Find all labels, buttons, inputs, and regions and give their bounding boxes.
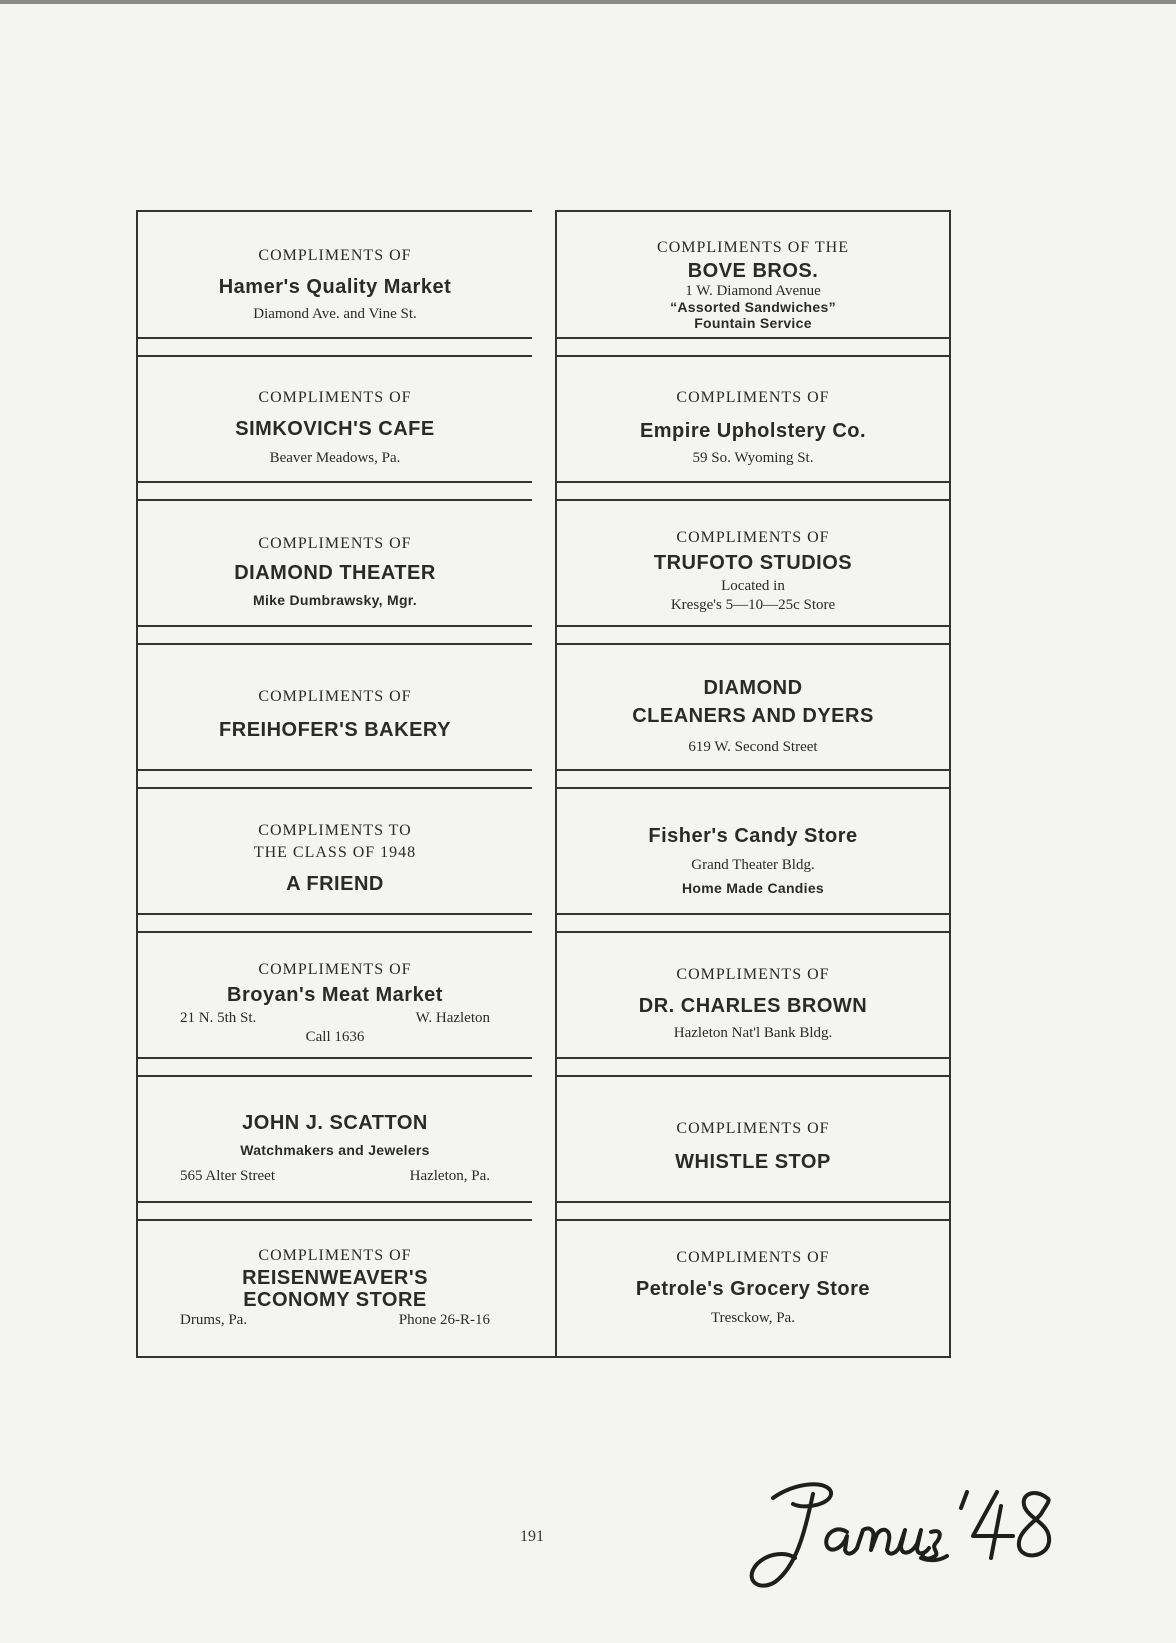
separator — [557, 769, 949, 789]
ad-petroles-grocery-store — [557, 1219, 949, 1356]
ad-address-right: Hazleton, Pa. — [409, 1167, 490, 1184]
ad-grid — [136, 210, 951, 1358]
page-number: 191 — [520, 1528, 544, 1545]
signature-script-icon — [735, 1470, 1065, 1600]
ad-business-name: TRUFOTO STUDIOS — [653, 552, 853, 574]
ad-business-name: SIMKOVICH'S CAFE — [235, 417, 435, 440]
ad-caption: COMPLIMENTS OF — [258, 388, 412, 406]
right-column — [555, 210, 949, 1356]
ad-diamond-theater — [138, 499, 532, 643]
ad-business-name-2: ECONOMY STORE — [243, 1289, 427, 1311]
ad-address: 59 So. Wyoming St. — [692, 449, 814, 466]
ad-business-name: Empire Upholstery Co. — [639, 419, 867, 442]
ad-dr-charles-brown — [557, 931, 949, 1075]
ad-business-name: DIAMOND THEATER — [234, 562, 436, 584]
ad-hamers-quality-market — [138, 210, 532, 356]
ad-location: Located in — [721, 578, 785, 594]
separator — [557, 913, 949, 933]
separator — [557, 625, 949, 645]
ad-business-name: WHISTLE STOP — [675, 1151, 831, 1173]
ad-address: Beaver Meadows, Pa. — [269, 449, 401, 466]
ad-business-name: JOHN J. SCATTON — [242, 1111, 428, 1134]
ad-address-left: 21 N. 5th St. — [180, 1010, 257, 1026]
ad-caption: COMPLIMENTS OF — [676, 1120, 830, 1137]
ad-caption: COMPLIMENTS TO — [258, 822, 412, 839]
ad-business-name: REISENWEAVER'S — [242, 1267, 428, 1289]
ad-slogan: “Assorted Sandwiches” — [670, 299, 836, 315]
ad-whistle-stop — [557, 1075, 949, 1219]
ad-address-row — [180, 1009, 490, 1028]
ad-business-name: BOVE BROS. — [687, 260, 819, 282]
ad-trade: Watchmakers and Jewelers — [240, 1141, 430, 1158]
ad-address-right: Phone 26-R-16 — [398, 1312, 490, 1328]
separator — [138, 337, 532, 357]
ad-caption: COMPLIMENTS OF — [676, 965, 830, 983]
ad-business-name-2: CLEANERS AND DYERS — [632, 704, 874, 727]
ad-service: Fountain Service — [694, 315, 812, 331]
ad-address: 1 W. Diamond Avenue — [685, 283, 821, 299]
ad-business-name: Hamer's Quality Market — [218, 275, 452, 298]
janus-48-signature — [735, 1470, 1065, 1605]
ad-store: Kresge's 5—10—25c Store — [670, 597, 836, 613]
separator — [138, 481, 532, 501]
separator — [138, 1057, 532, 1077]
ad-caption: COMPLIMENTS OF THE — [657, 239, 849, 256]
ad-business-name: DR. CHARLES BROWN — [638, 994, 868, 1017]
separator — [557, 1057, 949, 1077]
ad-caption: COMPLIMENTS OF — [258, 246, 412, 264]
ad-a-friend — [138, 787, 532, 931]
separator — [557, 1201, 949, 1221]
left-column — [138, 210, 534, 1356]
ad-caption: COMPLIMENTS OF — [676, 1249, 830, 1266]
ad-bove-bros — [557, 210, 949, 356]
column-gutter — [532, 210, 555, 1356]
ad-caption: COMPLIMENTS OF — [258, 1247, 412, 1264]
separator — [557, 481, 949, 501]
ad-address-row — [180, 1311, 490, 1330]
ad-address: Hazleton Nat'l Bank Bldg. — [673, 1024, 833, 1041]
ad-address-left: 565 Alter Street — [180, 1167, 275, 1184]
ad-business-name: DIAMOND — [703, 676, 803, 699]
ad-business-name: A FRIEND — [286, 873, 384, 895]
ad-business-name: Fisher's Candy Store — [648, 824, 858, 847]
ad-diamond-cleaners — [557, 643, 949, 787]
ad-address-row — [180, 1167, 490, 1186]
ad-freihofers-bakery — [138, 643, 532, 787]
separator — [138, 913, 532, 933]
ad-address: Tresckow, Pa. — [711, 1310, 795, 1326]
ad-address: Grand Theater Bldg. — [691, 856, 815, 873]
ad-caption: COMPLIMENTS OF — [258, 961, 412, 978]
top-edge-line — [0, 0, 1176, 4]
separator — [557, 337, 949, 357]
ad-business-name: FREIHOFER'S BAKERY — [219, 719, 451, 741]
ad-simkovichs-cafe — [138, 355, 532, 499]
ad-manager: Mike Dumbrawsky, Mgr. — [253, 592, 417, 608]
ad-trufoto-studios — [557, 499, 949, 643]
ad-slogan: Home Made Candies — [681, 879, 825, 896]
ad-john-j-scatton — [138, 1075, 532, 1219]
separator — [138, 625, 532, 645]
ad-empire-upholstery — [557, 355, 949, 499]
ad-caption-2: THE CLASS OF 1948 — [253, 844, 417, 861]
ad-business-name: Broyan's Meat Market — [227, 984, 443, 1006]
ad-address: 619 W. Second Street — [688, 738, 818, 755]
separator — [138, 769, 532, 789]
ad-caption: COMPLIMENTS OF — [258, 535, 412, 552]
separator — [138, 1201, 532, 1221]
ad-caption: COMPLIMENTS OF — [676, 388, 830, 406]
ad-address-right: W. Hazleton — [415, 1010, 490, 1026]
ad-broyans-meat-market — [138, 931, 532, 1075]
ad-caption: COMPLIMENTS OF — [258, 688, 412, 705]
ad-caption: COMPLIMENTS OF — [676, 529, 830, 546]
ad-phone: Call 1636 — [305, 1029, 365, 1045]
ad-address: Diamond Ave. and Vine St. — [253, 305, 417, 322]
ad-business-name: Petrole's Grocery Store — [635, 1278, 871, 1300]
ad-address-left: Drums, Pa. — [180, 1312, 248, 1328]
ad-reisenweavers-economy-store — [138, 1219, 532, 1356]
ad-fishers-candy-store — [557, 787, 949, 931]
